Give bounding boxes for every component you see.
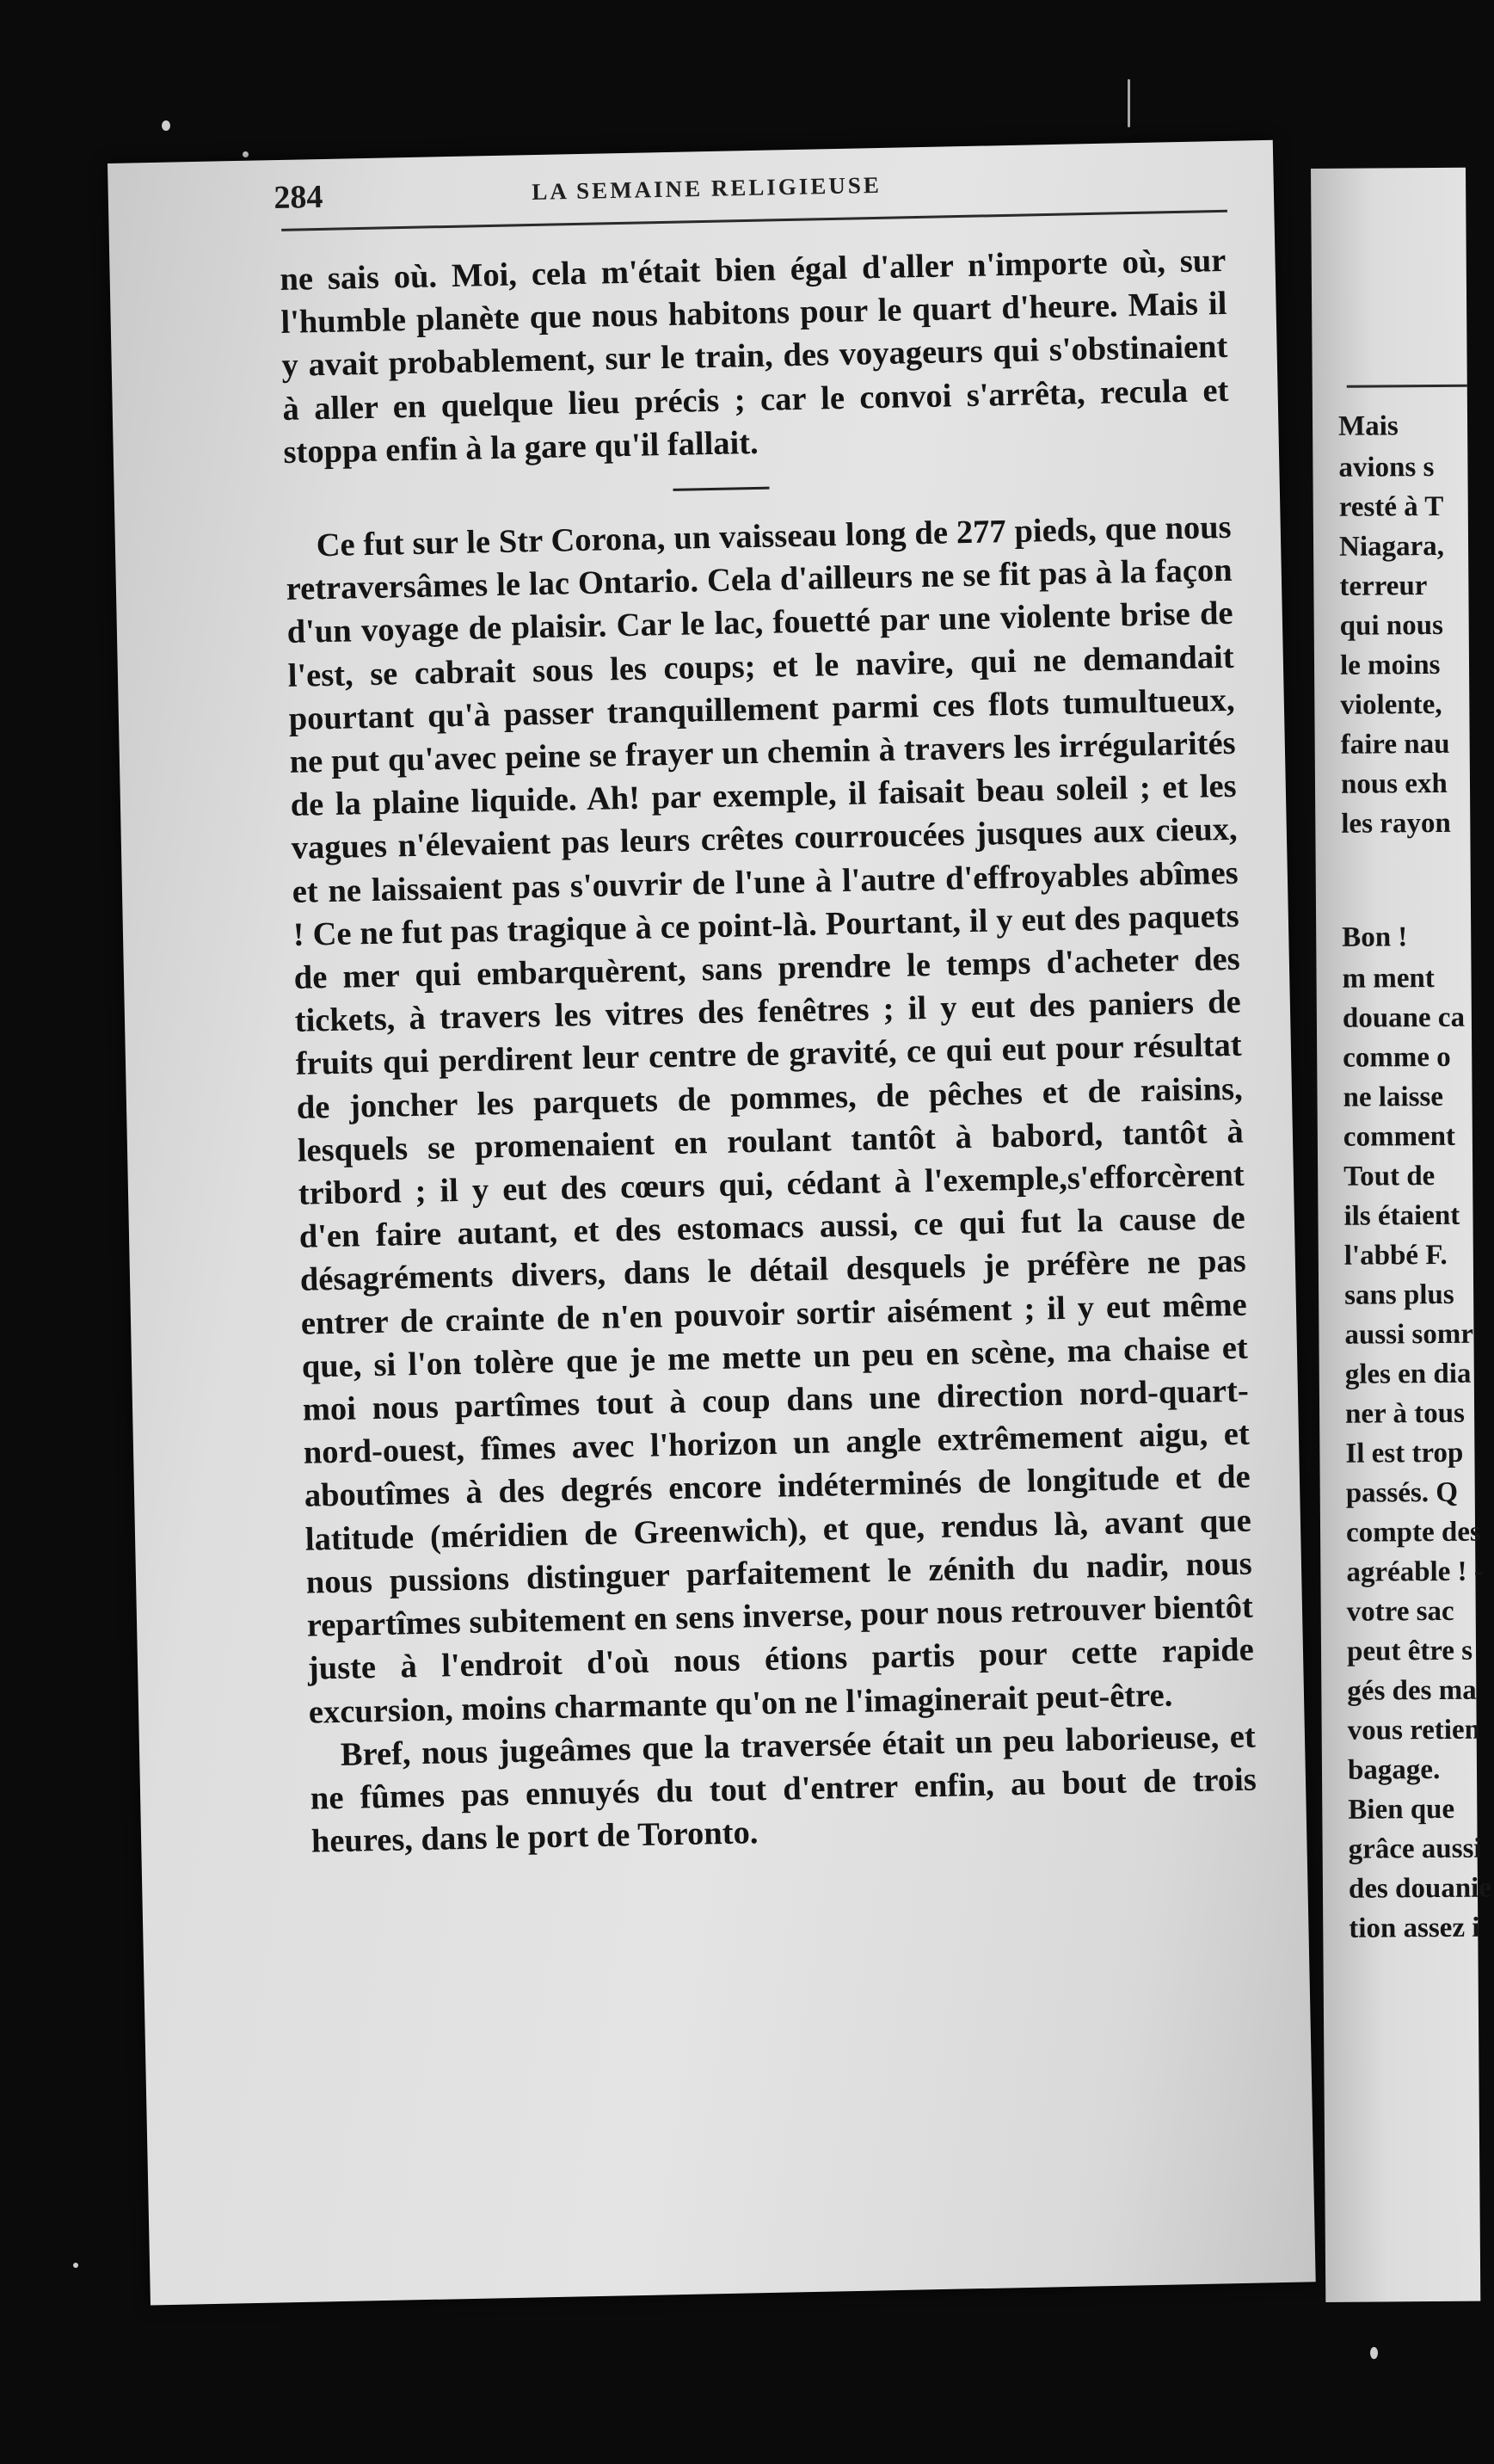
running-title: LA SEMAINE RELIGIEUSE: [532, 171, 882, 205]
film-speck: [1128, 79, 1130, 127]
adjacent-page-line: peut être s: [1346, 1635, 1473, 1667]
adjacent-page-line: qui nous: [1339, 609, 1444, 642]
page-body: [280, 239, 1257, 1863]
adjacent-page-line: aussi somr: [1344, 1318, 1474, 1351]
adjacent-page-line: comment: [1343, 1120, 1456, 1153]
adjacent-page-line: agréable ! -: [1346, 1555, 1484, 1588]
adjacent-page-line: douane ca: [1342, 1001, 1466, 1034]
adjacent-page-line: votre sac: [1346, 1595, 1454, 1628]
adjacent-page-line: Bon !: [1342, 921, 1408, 953]
adjacent-page-line: tion assez i: [1349, 1912, 1480, 1944]
adjacent-page-line: terreur: [1339, 570, 1428, 602]
adjacent-page-line: ils étaient: [1343, 1199, 1460, 1232]
adjacent-page-line: resté à T: [1338, 490, 1444, 523]
adjacent-page-line: violente,: [1340, 688, 1442, 721]
adjacent-page-line: ne laisse: [1343, 1081, 1444, 1113]
adjacent-page-line: Tout de: [1343, 1161, 1436, 1192]
adjacent-page-line: les rayon: [1341, 807, 1451, 840]
adjacent-page-line: vous retien: [1347, 1714, 1481, 1746]
paragraph: Ce fut sur le Str Corona, un vaisseau long de 277 pieds, que nous retraversâmes le lac Ontario. Cela d'ailleurs ne se fit pas à la façon d'un voyage de plaisir. Car le lac, fouetté par une violente brise de l'est, se cabrait sous les coups; et le navire, qui ne demandait pourtant qu'à passer tranquillement parmi ces flots tumultueux, ne put qu'avec peine se frayer un chemin à travers les irrégularités de la plaine liquide. Ah! par exemple, il faisait beau soleil ; et les vagues n'élevaient pas leurs crêtes courroucées jusques aux cieux, et ne laissaient pas s'ouvrir de l'une à l'autre d'effroyables abîmes ! Ce ne fut pas tragique à ce point-là. Pourtant, il y eut des paquets de mer qui embarquèrent, sans prendre le temps d'acheter des tickets, à travers les vitres des fenêtres ; il y eut des paniers de fruits qui perdirent leur centre de gravité, ce qui eut pour résultat de joncher les parquets de pommes, de pêches et de raisins, lesquels se promenaient en roulant tantôt à babord, tantôt à tribord ; il y eut des cœurs qui, cédant à l'exemple,s'efforcèrent d'en faire autant, et des estomacs aussi, ce qui fut la cause de désagréments divers, dans le détail desquels je préfère ne pas entrer de crainte de n'en pouvoir sortir aisément ; il y eut même que, si l'on tolère que je me mette un peu en scène, ma chaise et moi nous partîmes tout à coup dans une direction nord-quart-nord-ouest, fîmes avec l'horizon un angle extrêmement aigu, et aboutîmes à des degrés encore indéterminés de longitude et de latitude (méridien de Greenwich), et que, rendus là, avant que nous pussions distinguer parfaitement le zénith du nadir, nous repartîmes subitement en sens inverse, pour nous retrouver bientôt juste à l'endroit d'où nous étions partis pour cette rapide excursion, moins charmante qu'on ne l'imaginerait peut-être.: [286, 508, 1255, 1731]
adjacent-page-line: comme o: [1343, 1041, 1451, 1074]
adjacent-page-line: l'abbé F.: [1343, 1239, 1448, 1272]
adjacent-page-line: Mais: [1337, 410, 1399, 442]
adjacent-page-line: passés. Q: [1345, 1476, 1459, 1509]
adjacent-page-line: Bien que: [1348, 1793, 1455, 1826]
page-number: 284: [274, 178, 323, 216]
film-speck: [162, 120, 170, 131]
adjacent-page-line: grâce aussi: [1348, 1833, 1482, 1865]
adjacent-page-line: avions s: [1338, 452, 1435, 484]
adjacent-page-line: des douanie: [1348, 1872, 1492, 1905]
adjacent-page-rule: [1347, 385, 1467, 388]
film-speck: [1370, 2347, 1378, 2359]
adjacent-page-text: [1311, 168, 1492, 1944]
adjacent-page-line: compte des: [1345, 1516, 1481, 1549]
section-divider: [673, 487, 769, 491]
film-speck: [73, 2263, 78, 2268]
adjacent-page-line: Il est trop: [1345, 1437, 1464, 1469]
adjacent-page-line: ner à tous: [1344, 1397, 1465, 1430]
adjacent-page-line: bagage.: [1347, 1753, 1441, 1786]
adjacent-page: [1311, 168, 1492, 2302]
adjacent-page-line: faire nau: [1340, 728, 1450, 761]
adjacent-page-line: gés des ma: [1347, 1674, 1477, 1707]
paragraph: Bref, nous jugeâmes que la traversée était un peu laborieuse, et ne fûmes pas ennuyés du tout d'entrer enfin, au bout de trois heures, dans le port de Toronto.: [310, 1718, 1257, 1860]
adjacent-page-line: sans plus: [1344, 1278, 1454, 1311]
header-rule: [281, 210, 1227, 231]
adjacent-page-line: nous exh: [1340, 767, 1448, 800]
adjacent-page-line: le moins: [1339, 649, 1441, 681]
paragraph: ne sais où. Moi, cela m'était bien égal d'aller n'importe où, sur l'humble planète que nous habitons pour le quart d'heure. Mais il y avait probablement, sur le train, des voyageurs qui s'obstinaient à aller en quelque lieu précis ; car le convoi s'arrêta, recula et stoppa enfin à la gare qu'il fallait.: [280, 242, 1229, 471]
adjacent-page-line: gles en dia: [1344, 1358, 1472, 1390]
adjacent-page-line: m ment: [1342, 963, 1435, 995]
film-speck: [243, 151, 249, 157]
adjacent-page-line: Niagara,: [1338, 530, 1445, 563]
